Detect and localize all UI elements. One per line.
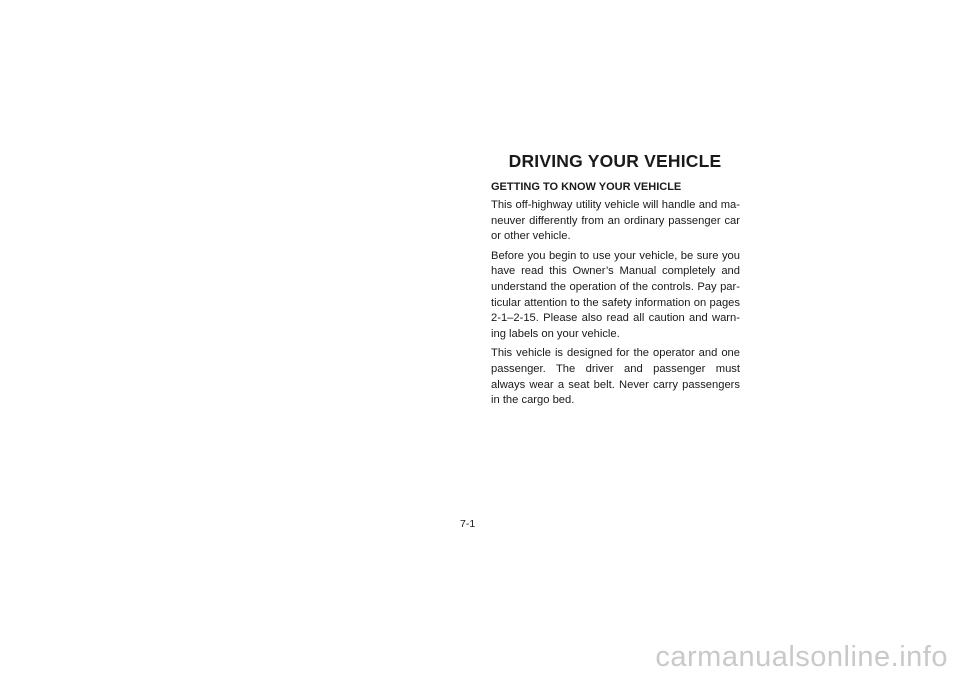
watermark: carmanualsonline.info — [655, 641, 948, 673]
page-number: 7-1 — [460, 518, 476, 530]
section-heading: GETTING TO KNOW YOUR VEHICLE — [491, 181, 682, 193]
paragraph-handling: This off-highway utility vehicle will handle and maneuver differently from an ordinary passenger car or other vehicle. — [491, 199, 740, 243]
chapter-title: DRIVING YOUR VEHICLE — [508, 151, 722, 171]
section-content — [491, 180, 740, 413]
paragraph-read-manual: Before you begin to use your vehicle, be sure you have read this Owner’s Manual completely and understand the operation of the controls. Pay particular attention to the safety information on pages 2-1–2-15. Please also read all caution and warning labels on your vehicle. — [491, 249, 740, 340]
paragraph-passengers: This vehicle is designed for the operator and one passenger. The driver and passenger must always wear a seat belt. Never carry passengers in the cargo bed. — [491, 347, 740, 407]
